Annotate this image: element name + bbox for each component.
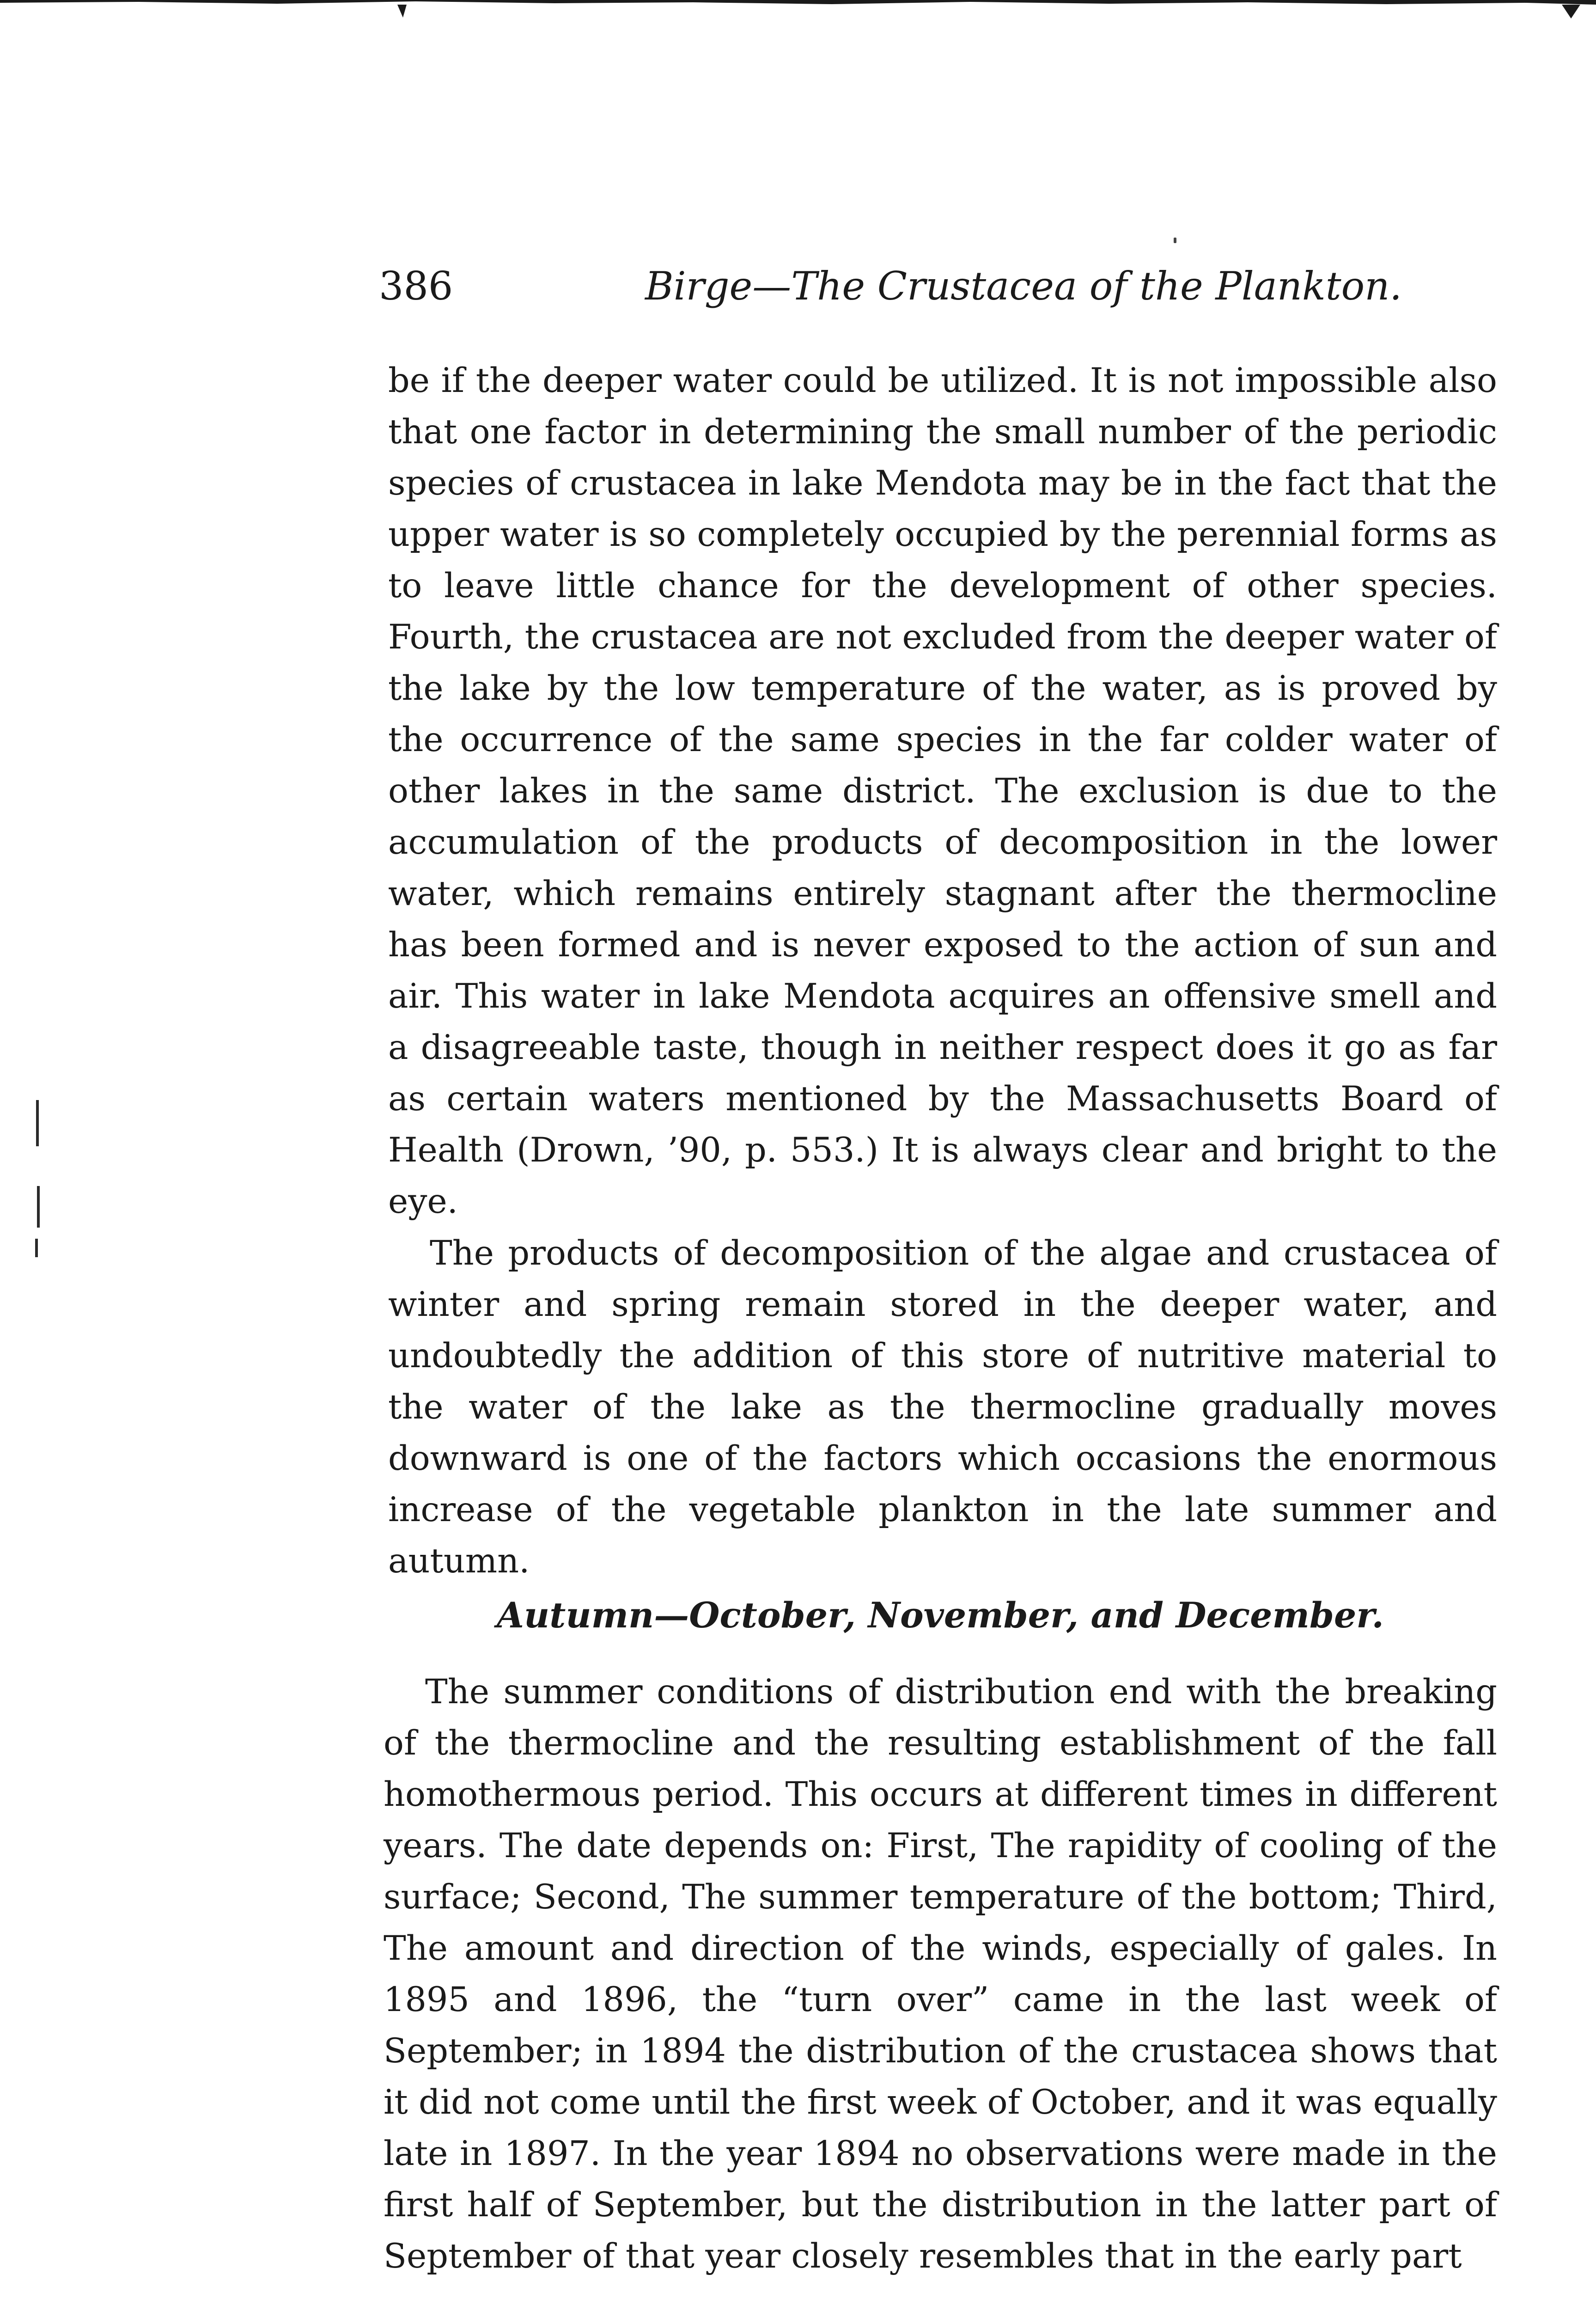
body-paragraph-2: The products of decomposition of the algae and crustacea of winter and spring remain stored in the deeper water, and undoubtedly the addition of this store of nutritive material to the water of the lake as the thermocline gradually moves downward is one of the factors which occasions the enormous increase of the vegetable plankton in the late summer and autumn. [388, 1234, 1497, 1581]
scan-top-edge [0, 0, 1596, 28]
margin-mark-3 [35, 1239, 38, 1257]
body-paragraph-1: be if the deeper water could be utilized. It is not impossible also that one factor in determining the small number of the periodic species of crustacea in lake Mendota may be in the fact that the upper water is so completely occupied by the perennial forms as to leave little chance for the development of other species. Fourth, the crustacea are not excluded from the deeper water of the lake by the low temperature of the water, as is proved by the occurrence of the same species in the far colder water of other lakes in the same district. The exclusion is due to the accumulation of the products of decomposition in the lower water, which remains entirely stagnant after the thermocline has been formed and is never exposed to the action of sun and air. This water in lake Mendota acquires an offensive smell and a disagreeable taste, though in neither respect does it go as far as certain waters mentioned by the Massachusetts Board of Health (Drown, ’90, p. 553.) It is always clear and bright to the eye. [388, 361, 1497, 1221]
page-header [379, 263, 1502, 319]
section-heading: Autumn—October, November, and December. [497, 1595, 1384, 1636]
stray-mark [1174, 238, 1176, 243]
margin-mark-1 [36, 1100, 39, 1146]
body-paragraph-3: The summer conditions of distribution end with the breaking of the thermocline and the resulting establishment of the fall homothermous period. This occurs at different times in different years. The date depends on: First, The rapidity of cooling of the surface; Second, The summer temperature of the bottom; Third, The amount and direction of the winds, especially of gales. In 1895 and 1896, the “turn over” came in the last week of September; in 1894 the distribution of the crustacea shows that it did not come until the first week of October, and it was equally late in 1897. In the year 1894 no observations were made in the first half of September, but the distribution in the latter part of September of that year closely resembles that in the early part [384, 1672, 1497, 2276]
margin-mark-2 [37, 1186, 40, 1228]
running-head: Birge—The Crustacea of the Plankton. [645, 263, 1402, 309]
page-number: 386 [379, 263, 453, 309]
